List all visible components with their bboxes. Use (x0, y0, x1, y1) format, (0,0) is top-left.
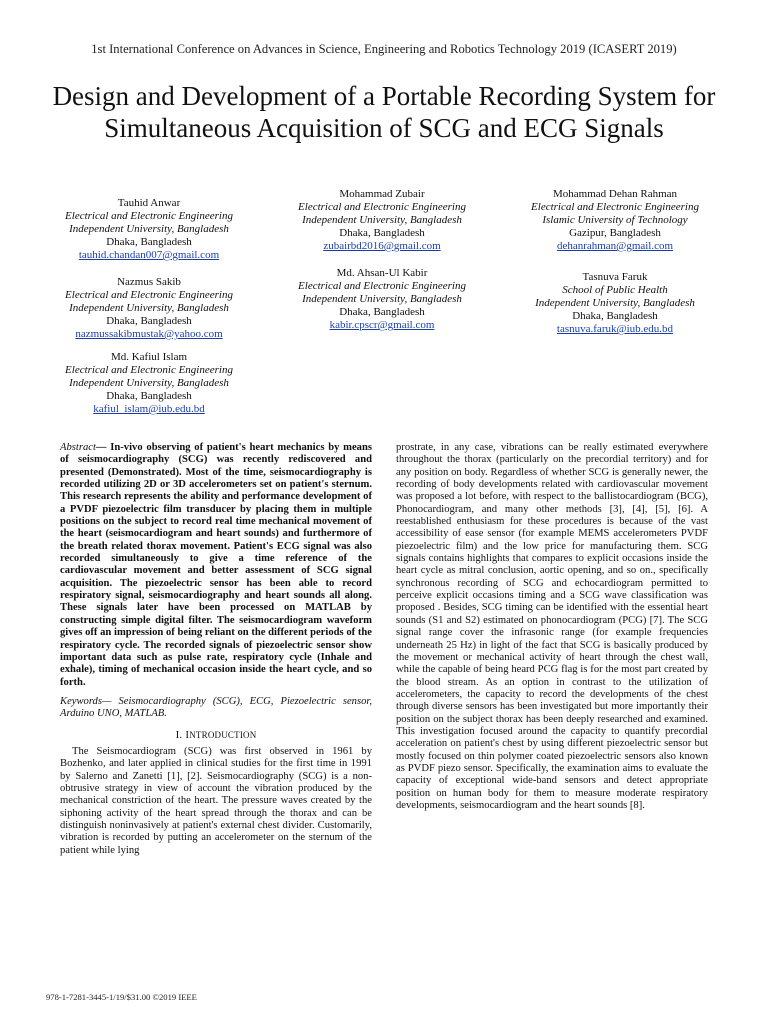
left-column (60, 442, 372, 857)
author-institution: Independent University, Bangladesh (69, 377, 229, 389)
intro-paragraph: The Seismocardiogram (SCG) was first observed in 1961 by Bozhenko, and later applied in clinical studies for the first time in 1991 by Salerno and Zanetti [1], [2]. Seismocardiography (SCG) is a non-obtrusive strategy in view of account the vibration produced by the mechanical constriction of the heart. The pressure waves created by the siphoning activity of the heart spread through the thorax and can be distinguish noninvasively at patient's external chest divider. Customarily, vibration is recorded by putting an accelerometer on the sternum of the patient while lying (60, 745, 372, 856)
author-dept: Electrical and Electronic Engineering (65, 364, 233, 376)
author-institution: Independent University, Bangladesh (302, 293, 462, 305)
keywords: Keywords— Seismocardiography (SCG), ECG, Piezoelectric sensor, Arduino UNO, MATLAB. (60, 695, 372, 720)
author-email[interactable]: tasnuva.faruk@iub.edu.bd (556, 323, 674, 335)
author-name: Md. Ahsan-Ul Kabir (336, 267, 428, 279)
author-dept: Electrical and Electronic Engineering (65, 210, 233, 222)
author-name: Mohammad Zubair (339, 188, 425, 200)
conference-header: 1st International Conference on Advances in Science, Engineering and Robotics Technology 2019 (ICASERT 2019) (91, 42, 677, 56)
author-city: Dhaka, Bangladesh (106, 315, 192, 327)
author-dept: Electrical and Electronic Engineering (298, 280, 466, 292)
author-institution: Independent University, Bangladesh (69, 223, 229, 235)
author-city: Dhaka, Bangladesh (106, 390, 192, 402)
author-email[interactable]: tauhid.chandan007@gmail.com (78, 249, 220, 261)
author-block-7 (24, 351, 274, 416)
abstract-text: — In-vivo observing of patient's heart mechanics by means of seismocardiography (SCG) was recently rediscovered and presented (Demonstrated). Most of the time, seismocardiography is recorded utilizing 2D or 3D accelerometers set on patient's sternum. This research represents the ability and performance development of a PVDF piezoelectric film transducer by placing them in multiple positions on the subject to record real time mechanical movement of the heart (seismocardiogram and heart sounds) and furthermore of the breath related thorax movement. Patient's ECG signal was also recorded simultaneously to give a time reference of the cardiovascular movement and better assessment of SCG signal acquisition. The piezoelectric sensor has been able to record respiratory signal, seismocardiography and heart sounds all along. These signals later have been processed on MATLAB by constructing simple digital filter. The seismocardiogram waveform gives off an impression of being reliant on the different periods of the respiratory cycle. The recorded signals of piezoelectric sensor show important data such as pulse rate, respiratory cycle (Inhale and exhale), timing of mechanical occasion inside the heart cycle, and so forth. (60, 442, 372, 688)
section-title-rest: NTRODUCTION (189, 729, 257, 740)
author-institution: Independent University, Bangladesh (69, 302, 229, 314)
author-block-6 (490, 271, 740, 336)
section-title-initial: I (185, 728, 190, 741)
author-institution: Islamic University of Technology (542, 214, 688, 226)
author-city: Dhaka, Bangladesh (339, 306, 425, 318)
abstract (60, 442, 372, 689)
author-block-2 (257, 188, 507, 253)
author-name: Md. Kafiul Islam (110, 351, 188, 363)
author-dept: School of Public Health (562, 284, 668, 296)
author-name: Tasnuva Faruk (582, 271, 648, 283)
author-city: Dhaka, Bangladesh (106, 236, 192, 248)
author-city: Dhaka, Bangladesh (339, 227, 425, 239)
paper-title: Design and Development of a Portable Recording System for Simultaneous Acquisition of SCG and ECG Signals (52, 81, 716, 143)
section-number: I. (175, 728, 183, 741)
abstract-label: Abstract (60, 442, 96, 453)
author-email[interactable]: nazmussakibmustak@yahoo.com (75, 328, 223, 340)
author-name: Nazmus Sakib (117, 276, 181, 288)
author-block-5 (257, 267, 507, 332)
author-email[interactable]: dehanrahman@gmail.com (556, 240, 674, 252)
author-block-3 (490, 188, 740, 253)
right-column (396, 442, 708, 812)
author-city: Dhaka, Bangladesh (572, 310, 658, 322)
body-paragraph: prostrate, in any case, vibrations can be really estimated everywhere throughout the thorax (particularly on the precordial territory) and for any position on body. Regardless of whether SCG is generally newer, the recording of body developments related with cardiovascular movement was proposed a lot before, with respect to the ballistocardiogram (BCG), Phonocardiogram, and many other methods [3], [4], [5], [6]. A reestablished enthusiasm for these procedures is because of the vast accessibility of ease sensor (for example MEMS accelerometers PVDF piezoelectric film) and the low price for manufacturing them. SCG signals contains highlights that compares to explicit occasions inside the heart cycle as mitral conclusion, aortic opening, and so on., specifically synchronous recording of SCG and echocardiogram permitted to perceive explicit occasions timing and a SCG wave classification was proposed . Besides, SCG timing can be identified with the essential heart sounds (S1 and S2) estimated on phonocardiogram (PCG) [7]. The SCG signal range cover the infrasonic range (for example frequencies underneath 25 Hz) in light of the fact that SCG is basically produced by the movement or mechanical activity of heart through the chest wall, while the capable of being heard PCG flag is for the most part created by the blood stream. As an option in contrast to the utilization of accelerometers, the capacity to record the developments of the chest through diverse sensors has been investigated but more importantly their position on the subject thorax has been deeply researched and examined. This investigation focused around the capacity to quantify precordial acceleration on patient's chest by using different piezoelectric sensor but mostly focused on thin polymer coated piezoelectric sensors also known as PVDF piezo sensor. Specifically, the examination aims to evaluate the capacity of exceptional wide-band sensors and detect appropriate position on human body for them to measure moderate respiratory developments, seismocardiogram and the heart sounds [8]. (396, 442, 708, 811)
author-city: Gazipur, Bangladesh (569, 227, 661, 239)
author-email[interactable]: kabir.cpscr@gmail.com (329, 319, 435, 331)
author-block-1 (24, 197, 274, 262)
author-block-4 (24, 276, 274, 341)
author-email[interactable]: kafiul_islam@iub.edu.bd (93, 403, 205, 415)
author-dept: Electrical and Electronic Engineering (65, 289, 233, 301)
author-name: Tauhid Anwar (117, 197, 181, 209)
copyright-footer: 978-1-7281-3445-1/19/$31.00 ©2019 IEEE (46, 992, 197, 1002)
author-dept: Electrical and Electronic Engineering (531, 201, 699, 213)
author-dept: Electrical and Electronic Engineering (298, 201, 466, 213)
author-email[interactable]: zubairbd2016@gmail.com (323, 240, 441, 252)
author-institution: Independent University, Bangladesh (535, 297, 695, 309)
section-heading-introduction (60, 729, 372, 741)
author-institution: Independent University, Bangladesh (302, 214, 462, 226)
author-name: Mohammad Dehan Rahman (552, 188, 678, 200)
